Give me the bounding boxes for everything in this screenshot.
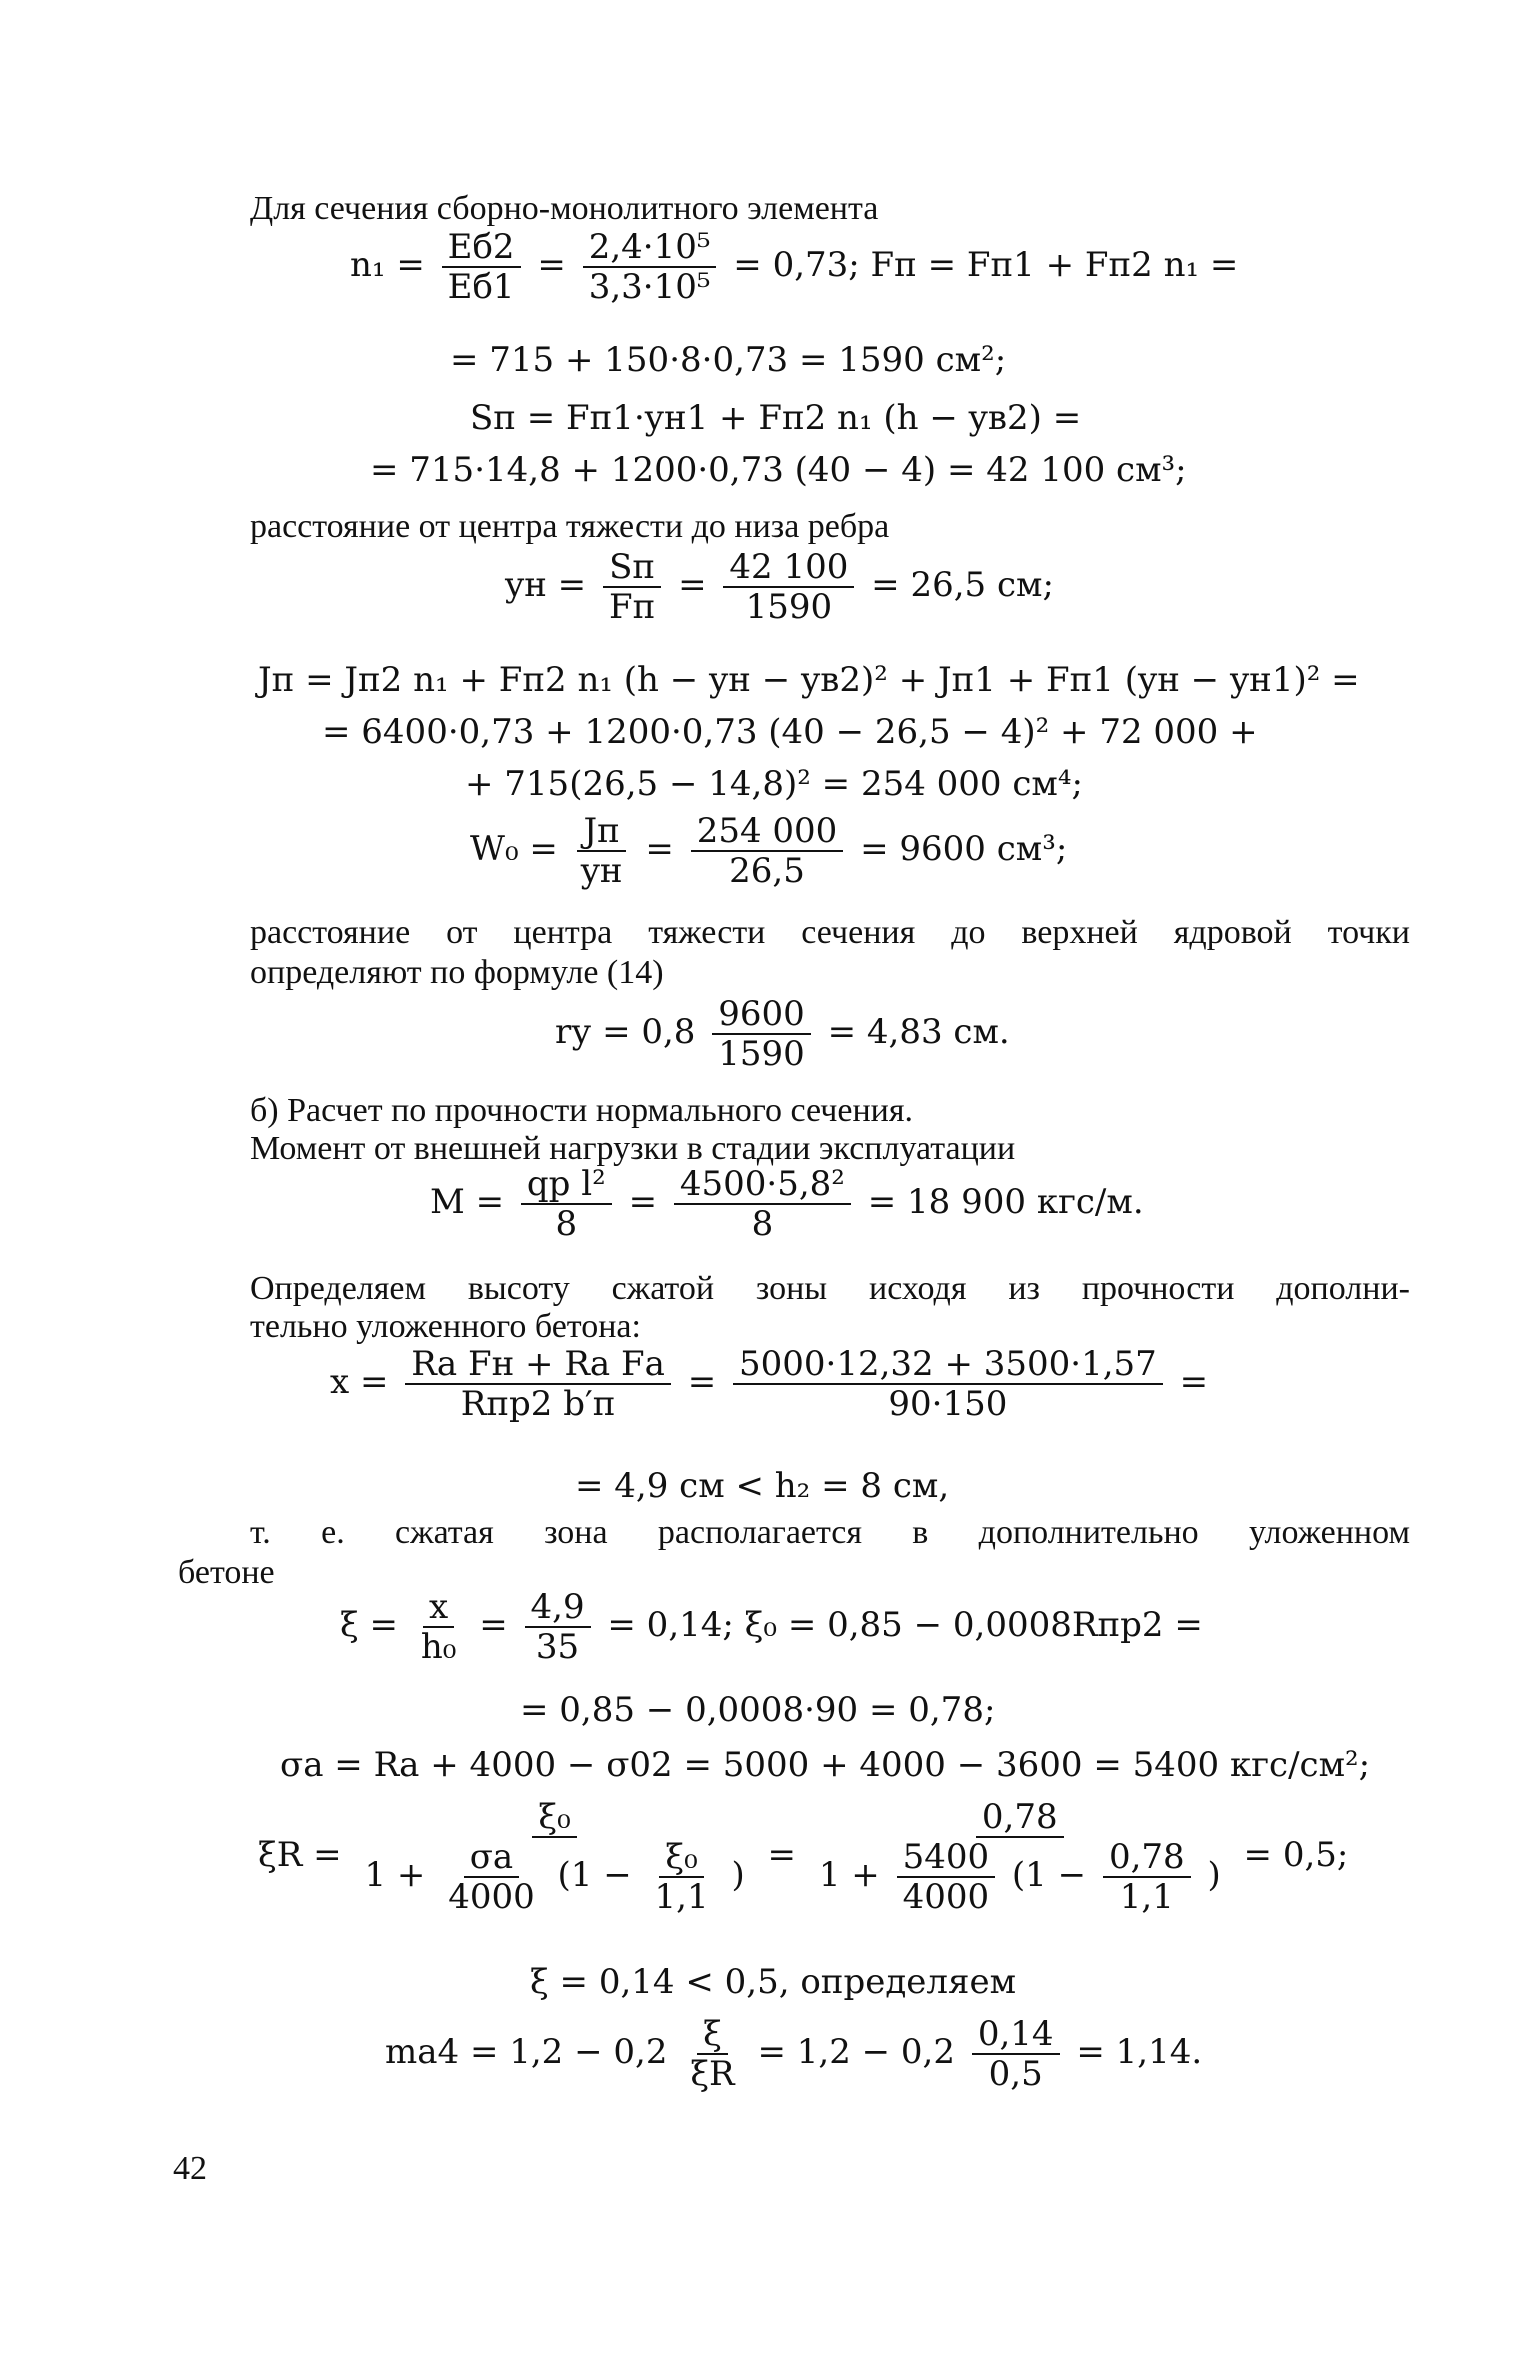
fraction: $\frac{4,9}{35}$ [525,1588,591,1666]
page-number: 42 [173,2150,207,2187]
formula-jn-line1: Jп = Jп2 n₁ + Fп2 n₁ (h − yн − yв2)² + Jп1 + Fп1 (yн − yн1)² = [258,660,1360,700]
fraction: $\frac{5000\cdot 12,32 + 3500\cdot 1,57}{90\cdot 150}$ [733,1345,1163,1423]
formula-condition: ξ = 0,14 < 0,5, определяем [530,1962,1017,2002]
fraction: $\frac{Eб2}{Eб1}$ [442,228,521,306]
fraction: $\frac{0,14}{0,5}$ [972,2015,1060,2093]
paragraph-moment: Момент от внешней нагрузки в стадии эксплуатации [250,1130,1016,1167]
fraction: $\frac{42 100}{1590}$ [723,548,854,626]
fraction: $\frac{\text{Rа Fн + Rа Fа}}{\text{Rпр2 b′п}}$ [405,1345,671,1423]
fraction: $\frac{\xi}{\xi R}$ [690,2014,735,2094]
paragraph-core-point-line1: расстояние от центра тяжести сечения до верхней ядровой точки [250,914,1410,951]
paragraph-zone-location-line2: бетоне [178,1554,275,1591]
paragraph-zone-location-line1: т. е. сжатая зона располагается в дополнительно уложенном [250,1514,1410,1551]
fraction: $\frac{\text{2,4·10⁵}}{\text{3,3·10⁵}}$ [583,228,717,306]
formula-n1: n₁ = $\frac{Eб2}{Eб1}$ = $\frac{\text{2,4·10⁵}}{\text{3,3·10⁵}}$ = 0,73; Fп = Fп1 + Fп2 n₁ = [350,227,1239,307]
fraction: 0,78 1 + $\frac{5400}{4000}$ (1 − $\frac{0,78}{1,1}$ ) [818,1797,1221,1917]
formula-sp-line2: = 715·14,8 + 1200·0,73 (40 − 4) = 42 100 см³; [370,450,1187,490]
fraction: $\frac{x}{\text{h₀}}$ [420,1587,457,1667]
fraction: $\frac{254 000}{26,5}$ [691,812,844,890]
paragraph-compressed-zone-line1: Определяем высоту сжатой зоны исходя из прочности дополни- [250,1270,1410,1307]
formula-xi-r: ξR = ξ₀ 1 + $\frac{\sigma а}{4000}$ (1 − $\frac{\text{ξ₀}}{1,1}$ ) = 0,78 1 + $\frac{5400}{4000}$ (1 − $\frac{0,78}{1,1}$ ) = 0,5; [258,1797,1349,1917]
fraction: $\frac{9600}{1590}$ [712,995,811,1073]
formula-ma4: mа4 = 1,2 − 0,2 $\frac{\xi}{\xi R}$ = 1,2 − 0,2 $\frac{0,14}{0,5}$ = 1,14. [385,2014,1203,2094]
paragraph-center-distance: расстояние от центра тяжести до низа ребра [250,508,890,545]
formula-jn-line3: + 715(26,5 − 14,8)² = 254 000 см⁴; [465,764,1083,804]
paragraph-intro: Для сечения сборно-монолитного элемента [250,190,879,227]
formula-jn-line2: = 6400·0,73 + 1200·0,73 (40 − 26,5 − 4)² + 72 000 + [322,712,1258,752]
formula-ry: rу = 0,8 $\frac{9600}{1590}$ = 4,83 см. [555,994,1010,1074]
formula-x-result: = 4,9 см < h₂ = 8 см, [575,1466,950,1506]
fraction: $\frac{0,78}{1,1}$ [1103,1838,1191,1916]
fraction: $\frac{Sп}{Fп}$ [603,548,661,626]
formula-xi: ξ = $\frac{x}{\text{h₀}}$ = $\frac{4,9}{35}$ = 0,14; ξ₀ = 0,85 − 0,0008Rпр2 = [340,1587,1203,1667]
formula-fp: = 715 + 150·8·0,73 = 1590 см²; [450,340,1007,380]
formula-w0: W₀ = $\frac{Jп}{yн}$ = $\frac{254 000}{26,5}$ = 9600 см³; [470,811,1068,891]
formula-x: x = $\frac{\text{Rа Fн + Rа Fа}}{\text{Rпр2 b′п}}$ = $\frac{5000\cdot 12,32 + 3500\cdot 1,57}{90\cdot 150}$ = [330,1344,1209,1424]
formula-yn: yн = $\frac{Sп}{Fп}$ = $\frac{42 100}{1590}$ = 26,5 см; [505,547,1054,627]
paragraph-strength-calc: б) Расчет по прочности нормального сечения. [250,1092,913,1129]
formula-moment: M = $\frac{\text{qр l²}}{8}$ = $\frac{\text{4500·5,8²}}{8}$ = 18 900 кгс/м. [430,1164,1144,1244]
fraction: $\frac{Jп}{yн}$ [575,812,629,890]
fraction: $\frac{\sigma а}{4000}$ [448,1837,535,1917]
formula-sigma: σа = Rа + 4000 − σ02 = 5000 + 4000 − 3600 = 5400 кгс/см²; [280,1745,1371,1785]
paragraph-core-point-line2: определяют по формуле (14) [250,954,664,991]
fraction: $\frac{\text{ξ₀}}{1,1}$ [654,1837,709,1917]
fraction: ξ₀ 1 + $\frac{\sigma а}{4000}$ (1 − $\frac{\text{ξ₀}}{1,1}$ ) [364,1797,745,1917]
fraction: $\frac{\text{qр l²}}{8}$ [521,1165,612,1243]
fraction: $\frac{5400}{4000}$ [897,1838,996,1916]
paragraph-compressed-zone-line2: тельно уложенного бетона: [250,1308,641,1345]
formula-xi0: = 0,85 − 0,0008·90 = 0,78; [520,1690,996,1730]
fraction: $\frac{\text{4500·5,8²}}{8}$ [674,1165,851,1243]
formula-sp-line1: Sп = Fп1·yн1 + Fп2 n₁ (h − yв2) = [470,398,1082,438]
